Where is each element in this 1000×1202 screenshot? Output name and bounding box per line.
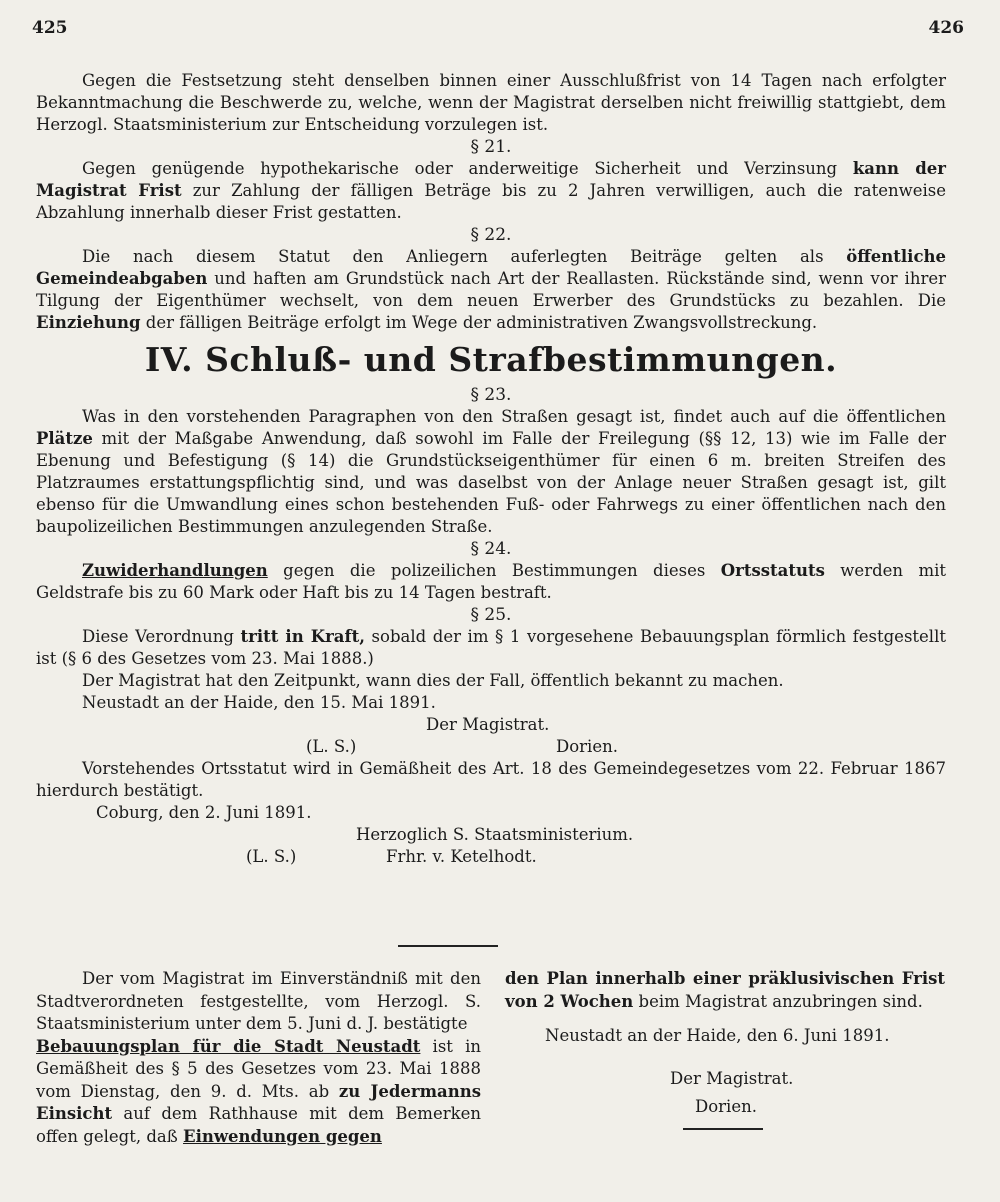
emphasis-frist-2-wochen: den Plan innerhalb einer präklusivischen Frist von 2 Wochen	[505, 969, 945, 1011]
closing-line	[683, 1128, 763, 1130]
text-run: Die nach diesem Statut den Anliegern auferlegten Beiträge gelten als	[82, 247, 847, 266]
text-run: auf dem Rathhause mit dem Bemerken offen gelegt, daß	[36, 1104, 481, 1146]
emphasis-einwendungen: Einwendungen gegen	[183, 1126, 382, 1146]
text-run: zur Zahlung der fälligen Beträge bis zu 2 Jahren verwilligen, auch die ratenweise Abzahlung innerhalb dieser Frist gestatten.	[36, 181, 946, 222]
text-run: mit der Maßgabe Anwendung, daß sowohl im Falle der Freilegung (§§ 12, 13) wie im Falle der Ebenung und Befestigung (§ 14) die Grundstückseigenthümer für einen 6 m. breiten Streifen des Platzraumes erstattungspflichtig sind, und was daselbst von der Anlage neuer Straßen gesagt ist, gilt ebenso für die Umwandlung eines schon bestehenden Fuß- oder Fahrwegs zu einer öffentlichen nach den baupolizeilichen Bestimmungen anzulegenden Straße.	[36, 429, 946, 536]
page-number-right: 426	[928, 18, 964, 38]
paragraph-23	[36, 406, 946, 538]
chapter-heading: IV. Schluß- und Strafbestimmungen.	[144, 340, 838, 379]
text-run: Diese Verordnung	[82, 627, 241, 646]
paragraph-25	[36, 626, 946, 670]
text-run: gegen die polizeilichen Bestimmungen dieses	[267, 561, 721, 580]
notice-left-column	[36, 968, 481, 1148]
text-run: beim Magistrat anzubringen sind.	[633, 991, 923, 1011]
text-run: ist in Gemäßheit des § 5 des Gesetzes vom 23. Mai 1888 vom Dienstag, den 9. d. Mts. ab	[36, 1036, 481, 1101]
emphasis-bebauungsplan: Bebauungsplan für die Stadt Neustadt	[36, 1036, 421, 1056]
notice-right-column	[505, 968, 945, 1119]
signature-row-1	[36, 736, 946, 758]
paragraph-bestaetigung: Vorstehendes Ortsstatut wird in Gemäßheit des Art. 18 des Gemeindegesetzes vom 22. Februar 1867 hierdurch bestätigt.	[36, 759, 946, 800]
section-25-heading: § 25.	[470, 605, 512, 625]
paragraph-beschwerde: Gegen die Festsetzung steht denselben binnen einer Ausschlußfrist von 14 Tagen nach erfolgter Bekanntmachung die Beschwerde zu, welche, wenn der Magistrat derselben nicht freiwillig stattgiebt, dem Herzogl. Staatsministerium zur Entscheidung vorzulegen ist.	[36, 71, 946, 134]
notice-place-date: Neustadt an der Haide, den 6. Juni 1891.	[545, 1026, 890, 1045]
page-number-left: 425	[32, 18, 68, 38]
separator-line	[398, 945, 498, 947]
signature-row-2	[36, 846, 946, 868]
emphasis-tritt-in-kraft: tritt in Kraft,	[240, 627, 365, 646]
text-run: werden mit Geldstrafe bis zu 60 Mark oder Haft bis zu 14 Tagen bestraft.	[36, 561, 946, 602]
text-run: sobald der im § 1 vorgesehene Bebauungsplan förmlich festgestellt ist (§ 6 des Gesetzes vom 23. Mai 1888.)	[36, 627, 946, 668]
place-date-2: Coburg, den 2. Juni 1891.	[96, 803, 312, 822]
section-21-heading: § 21.	[470, 137, 512, 157]
seal-ls-2: (L. S.)	[246, 847, 297, 866]
paragraph-24	[36, 560, 946, 604]
paragraph-bekanntmachung: Der Magistrat hat den Zeitpunkt, wann dies der Fall, öffentlich bekannt zu machen.	[82, 671, 784, 690]
emphasis-einsicht: zu Jedermanns Einsicht	[36, 1081, 481, 1123]
signature-name-1: Dorien.	[556, 737, 618, 756]
signature-name-2: Frhr. v. Ketelhodt.	[386, 847, 537, 866]
text-run: und haften am Grundstück nach Art der Reallasten. Rückstände sind, wenn vor ihrer Tilgung der Eigenthümer wechselt, von dem neuen Erwerber des Grundstücks zu bezahlen. Die	[36, 269, 946, 310]
paragraph-22	[36, 246, 946, 334]
emphasis-einziehung: Einziehung	[36, 313, 141, 332]
seal-ls-1: (L. S.)	[306, 737, 357, 756]
notice-right-text	[505, 968, 945, 1013]
text-run: Gegen genügende hypothekarische oder anderweitige Sicherheit und Verzinsung	[82, 159, 853, 178]
emphasis-frist: kann der Magistrat Frist	[36, 159, 946, 200]
main-text	[36, 70, 946, 868]
signature-magistrat: Der Magistrat.	[426, 715, 550, 734]
notice-signature-org: Der Magistrat.	[670, 1068, 794, 1088]
section-23-heading: § 23.	[470, 385, 512, 405]
emphasis-plaetze: Plätze	[36, 429, 93, 448]
place-date-1: Neustadt an der Haide, den 15. Mai 1891.	[82, 693, 436, 712]
emphasis-zuwiderhandlungen: Zuwiderhandlungen	[82, 561, 268, 580]
text-run: Der vom Magistrat im Einverständniß mit den Stadtverordneten festgestellte, vom Herzogl. S. Staatsministerium unter dem 5. Juni d. J. bestätigte	[36, 969, 481, 1033]
notice-signature-name: Dorien.	[695, 1097, 757, 1116]
emphasis-ortsstatuts: Ortsstatuts	[720, 561, 825, 580]
emphasis-gemeindeabgaben: öffentliche Gemeindeabgaben	[36, 247, 946, 288]
section-24-heading: § 24.	[470, 539, 512, 559]
signature-ministerium: Herzoglich S. Staatsministerium.	[356, 825, 634, 844]
section-22-heading: § 22.	[470, 225, 512, 245]
text-run: der fälligen Beiträge erfolgt im Wege der administrativen Zwangsvollstreckung.	[140, 313, 818, 332]
text-run: Was in den vorstehenden Paragraphen von den Straßen gesagt ist, findet auch auf die öffentlichen	[82, 407, 946, 426]
paragraph-21	[36, 158, 946, 224]
notice-left-text	[36, 968, 481, 1148]
